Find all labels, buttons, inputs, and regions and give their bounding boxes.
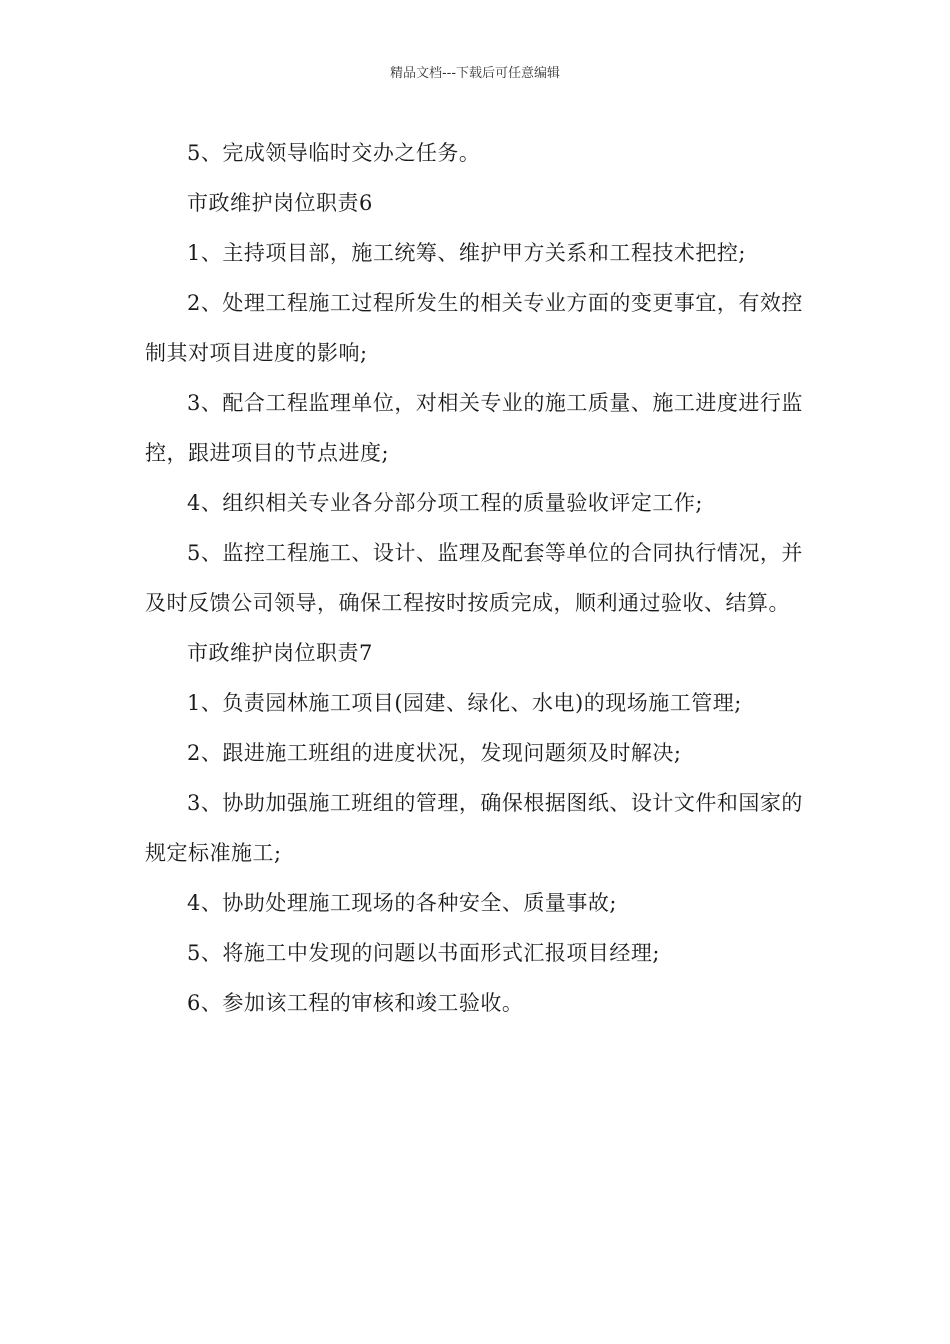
paragraph-duty-3: 3、协助加强施工班组的管理，确保根据图纸、设计文件和国家的规定标准施工; bbox=[145, 791, 803, 865]
paragraph-task-5: 5、完成领导临时交办之任务。 bbox=[187, 141, 481, 165]
document-body bbox=[145, 128, 815, 1028]
paragraph-duty-1: 1、主持项目部，施工统筹、维护甲方关系和工程技术把控; bbox=[187, 241, 746, 265]
section-heading-7: 市政维护岗位职责7 bbox=[187, 641, 373, 665]
page-header: 精品文档---下载后可任意编辑 bbox=[389, 66, 561, 81]
paragraph-duty-4: 4、组织相关专业各分部分项工程的质量验收评定工作; bbox=[187, 491, 703, 515]
paragraph-duty-4: 4、协助处理施工现场的各种安全、质量事故; bbox=[187, 891, 617, 915]
paragraph-duty-2: 2、处理工程施工过程所发生的相关专业方面的变更事宜，有效控制其对项目进度的影响; bbox=[145, 291, 803, 365]
section-heading-6: 市政维护岗位职责6 bbox=[187, 191, 373, 215]
paragraph-duty-2: 2、跟进施工班组的进度状况，发现问题须及时解决; bbox=[187, 741, 682, 765]
paragraph-duty-1: 1、负责园林施工项目(园建、绿化、水电)的现场施工管理; bbox=[187, 691, 742, 715]
paragraph-duty-5: 5、监控工程施工、设计、监理及配套等单位的合同执行情况，并及时反馈公司领导，确保工程按时按质完成，顺利通过验收、结算。 bbox=[145, 541, 803, 615]
paragraph-duty-3: 3、配合工程监理单位，对相关专业的施工质量、施工进度进行监控，跟进项目的节点进度; bbox=[145, 391, 803, 465]
paragraph-duty-5: 5、将施工中发现的问题以书面形式汇报项目经理; bbox=[187, 941, 660, 965]
paragraph-duty-6: 6、参加该工程的审核和竣工验收。 bbox=[187, 991, 524, 1015]
